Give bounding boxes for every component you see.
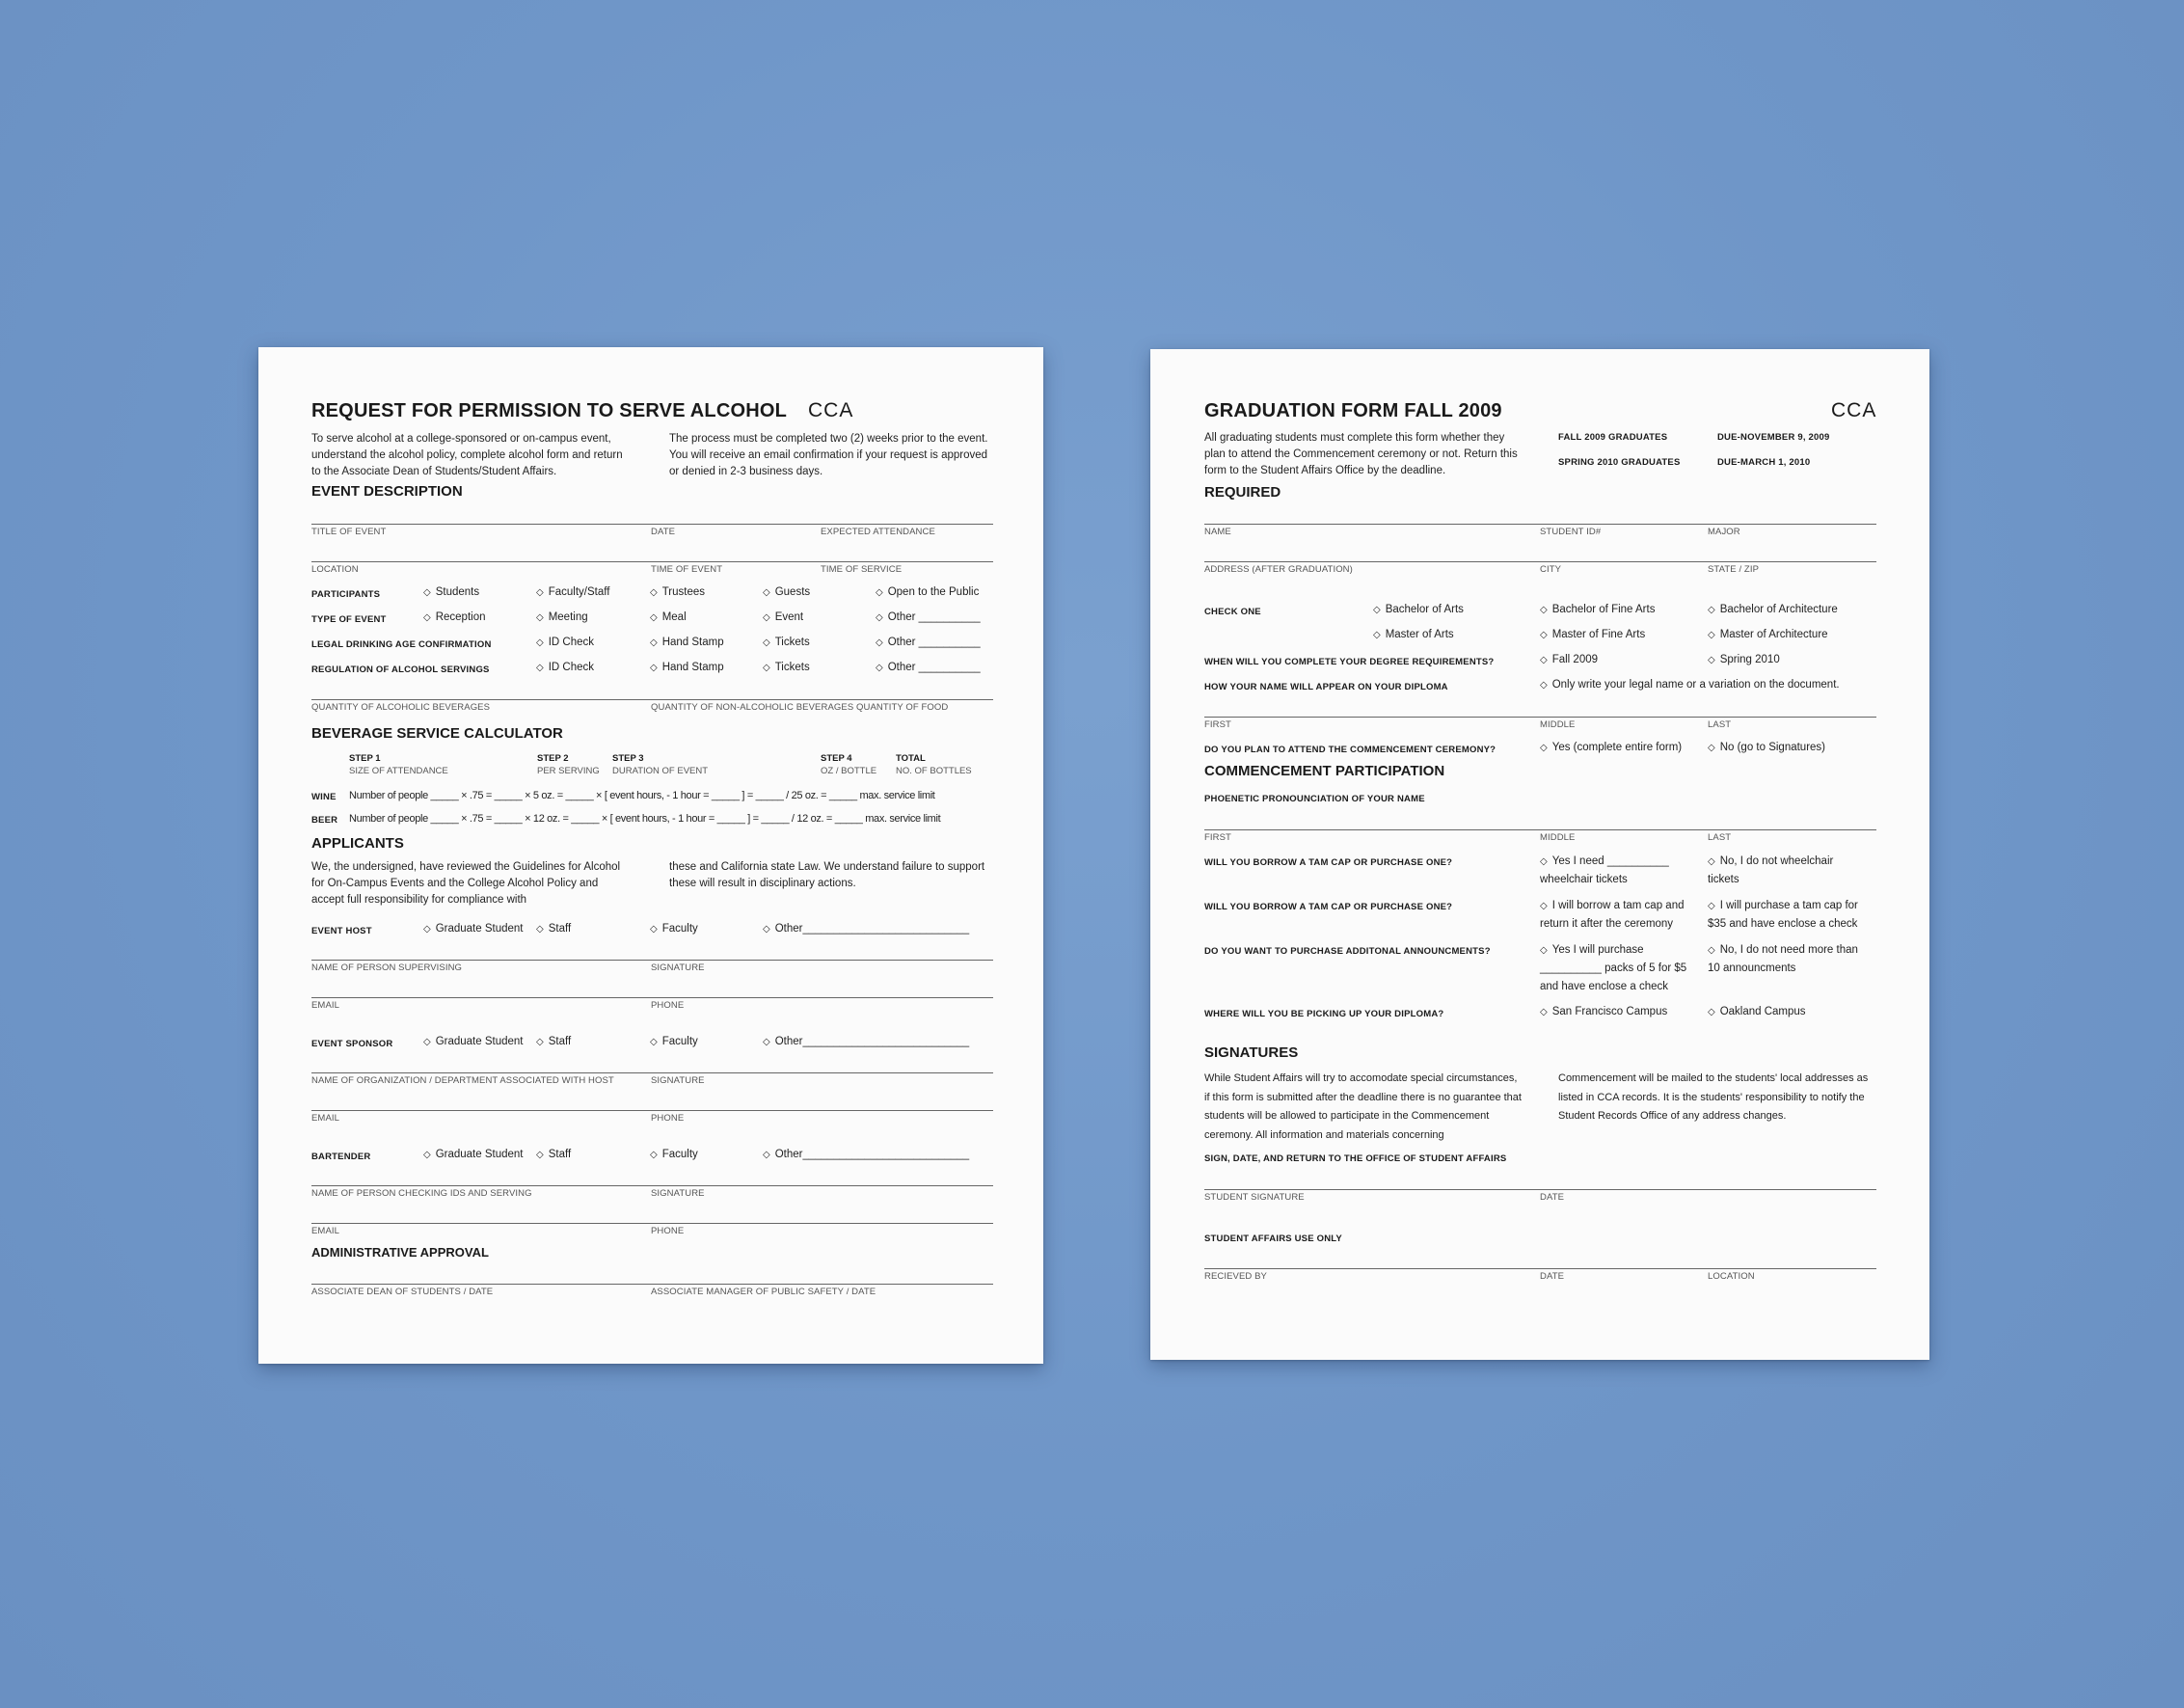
name-organization-label: NAME OF ORGANIZATION / DEPARTMENT ASSOCIATED WITH HOST — [311, 1075, 614, 1086]
type-option-event[interactable]: ◇ Event — [763, 611, 803, 623]
host-email-field-line[interactable] — [311, 997, 993, 998]
event-host-label: EVENT HOST — [311, 926, 372, 936]
complete-degree-question: WHEN WILL YOU COMPLETE YOUR DEGREE REQUIREMENTS? — [1204, 657, 1495, 667]
degree-option-mfa[interactable]: ◇ Master of Fine Arts — [1540, 629, 1645, 640]
legal-drinking-age-label: LEGAL DRINKING AGE CONFIRMATION — [311, 639, 492, 650]
attend-ceremony-question: DO YOU PLAN TO ATTEND THE COMMENCEMENT CEREMONY? — [1204, 745, 1496, 755]
regulation-option-hand-stamp[interactable]: ◇ Hand Stamp — [650, 662, 724, 673]
degree-option-bfa[interactable]: ◇ Bachelor of Fine Arts — [1540, 604, 1655, 615]
date-label: DATE — [651, 527, 676, 537]
bartender-email-field-line[interactable] — [311, 1223, 993, 1224]
legal-option-hand-stamp[interactable]: ◇ Hand Stamp — [650, 637, 724, 648]
middle-name-label: MIDDLE — [1540, 719, 1576, 730]
host-signature-label: SIGNATURE — [651, 962, 705, 973]
bartender-option-other[interactable]: ◇ Other___________________________ — [763, 1149, 969, 1160]
received-date-label: DATE — [1540, 1271, 1565, 1282]
applicants-text-left: We, the undersigned, have reviewed the Guidelines for Alcohol for On-Campus Events and the College Alcohol Policy and accept full responsibility for compliance with — [311, 861, 621, 906]
approval-field-line[interactable] — [311, 1284, 993, 1285]
event-description-heading: EVENT DESCRIPTION — [311, 483, 463, 500]
host-option-staff[interactable]: ◇ Staff — [536, 923, 571, 935]
pronunciation-field-line[interactable] — [1204, 829, 1876, 830]
qty-alcoholic-label: QUANTITY OF ALCOHOLIC BEVERAGES — [311, 702, 491, 713]
pickup-option-oakland[interactable]: ◇ Oakland Campus — [1708, 1006, 1806, 1017]
complete-option-spring-2010[interactable]: ◇ Spring 2010 — [1708, 654, 1780, 665]
associate-manager-label: ASSOCIATE MANAGER OF PUBLIC SAFETY / DATE — [651, 1287, 876, 1297]
legal-option-other[interactable]: ◇ Other __________ — [876, 637, 981, 648]
type-option-reception[interactable]: ◇ Reception — [423, 611, 486, 623]
participants-option-students[interactable]: ◇ Students — [423, 586, 479, 598]
sponsor-signature-label: SIGNATURE — [651, 1075, 705, 1086]
pronunciation-question: PHOENETIC PRONOUNCIATION OF YOUR NAME — [1204, 794, 1425, 804]
name-checking-label: NAME OF PERSON CHECKING IDS AND SERVING — [311, 1188, 532, 1199]
participants-option-guests[interactable]: ◇ Guests — [763, 586, 810, 598]
attend-option-no[interactable]: ◇ No (go to Signatures) — [1708, 742, 1825, 753]
state-zip-label: STATE / ZIP — [1708, 564, 1760, 575]
tam2-option-borrow[interactable]: ◇ I will borrow a tam cap and return it after the ceremony — [1540, 897, 1699, 934]
address-field-line[interactable] — [1204, 561, 1876, 562]
time-of-service-label: TIME OF SERVICE — [821, 564, 903, 575]
major-label: MAJOR — [1708, 527, 1740, 537]
location-field-line[interactable] — [311, 561, 993, 562]
signatures-text-right: Commencement will be mailed to the students' local addresses as listed in CCA records. It is the students' responsibility to notify the Student Records Office of any address changes. — [1558, 1072, 1869, 1122]
step4-label: STEP 4 — [821, 753, 852, 764]
signature-date-label: DATE — [1540, 1192, 1565, 1203]
graduation-form — [1150, 349, 1929, 1360]
location-label: LOCATION — [311, 564, 359, 575]
total-label: TOTAL — [896, 753, 926, 764]
bartender-label: BARTENDER — [311, 1152, 371, 1162]
tam-cap-question-2: WILL YOU BORROW A TAM CAP OR PURCHASE ONE? — [1204, 902, 1453, 912]
title-of-event-label: TITLE OF EVENT — [311, 527, 387, 537]
last-name-label: LAST — [1708, 719, 1732, 730]
step3-label: STEP 3 — [612, 753, 644, 764]
expected-attendance-label: EXPECTED ATTENDANCE — [821, 527, 935, 537]
spring-due-date: DUE-MARCH 1, 2010 — [1717, 457, 1811, 468]
step1-sub-label: SIZE OF ATTENDANCE — [349, 766, 448, 776]
cca-logo: CCA — [1831, 399, 1877, 421]
event-title-field-line[interactable] — [311, 524, 993, 525]
student-id-label: STUDENT ID# — [1540, 527, 1602, 537]
sponsor-option-graduate-student[interactable]: ◇ Graduate Student — [423, 1036, 524, 1047]
received-location-label: LOCATION — [1708, 1271, 1755, 1282]
checker-field-line[interactable] — [311, 1185, 993, 1186]
applicants-text-right: these and California state Law. We understand failure to support these will result in disciplinary actions. — [669, 861, 985, 889]
student-signature-field-line[interactable] — [1204, 1189, 1876, 1190]
fall-graduates-label: FALL 2009 GRADUATES — [1558, 432, 1668, 443]
sign-return-instruction: SIGN, DATE, AND RETURN TO THE OFFICE OF STUDENT AFFAIRS — [1204, 1153, 1507, 1164]
name-supervising-label: NAME OF PERSON SUPERVISING — [311, 962, 463, 973]
announcements-question: DO YOU WANT TO PURCHASE ADDITONAL ANNOUNCMENTS? — [1204, 946, 1491, 957]
graduation-form-title: GRADUATION FORM FALL 2009 — [1204, 400, 1502, 421]
participants-option-faculty-staff[interactable]: ◇ Faculty/Staff — [536, 586, 609, 598]
type-option-meeting[interactable]: ◇ Meeting — [536, 611, 588, 623]
office-use-only-label: STUDENT AFFAIRS USE ONLY — [1204, 1234, 1342, 1244]
name-field-line[interactable] — [1204, 524, 1876, 525]
tam2-option-purchase[interactable]: ◇ I will purchase a tam cap for $35 and have enclose a check — [1708, 897, 1872, 934]
diploma-name-note: ◇ Only write your legal name or a variation on the document. — [1540, 679, 1840, 691]
event-sponsor-label: EVENT SPONSOR — [311, 1039, 393, 1049]
regulation-option-id-check[interactable]: ◇ ID Check — [536, 662, 594, 673]
participants-label: PARTICIPANTS — [311, 589, 381, 600]
signatures-heading: SIGNATURES — [1204, 1044, 1299, 1061]
host-option-faculty[interactable]: ◇ Faculty — [650, 923, 698, 935]
announce-option-yes[interactable]: ◇ Yes I will purchase __________ packs of 5 for $5 and have enclose a check — [1540, 941, 1704, 996]
step2-sub-label: PER SERVING — [537, 766, 600, 776]
received-by-label: RECIEVED BY — [1204, 1271, 1267, 1282]
alcohol-intro-left: To serve alcohol at a college-sponsored or on-campus event, understand the alcohol policy, complete alcohol form and return to the Associate Dean of Students/Student Affairs. — [311, 433, 623, 477]
phonetic-last-label: LAST — [1708, 832, 1732, 843]
sponsor-option-other[interactable]: ◇ Other___________________________ — [763, 1036, 969, 1047]
alcohol-form-title: REQUEST FOR PERMISSION TO SERVE ALCOHOL — [311, 400, 788, 421]
address-label: ADDRESS (AFTER GRADUATION) — [1204, 564, 1353, 575]
degree-option-march[interactable]: ◇ Master of Architecture — [1708, 629, 1828, 640]
announce-option-no[interactable]: ◇ No, I do not need more than 10 announcments — [1708, 941, 1867, 978]
sponsor-option-staff[interactable]: ◇ Staff — [536, 1036, 571, 1047]
tam1-option-no[interactable]: ◇ No, I do not wheelchair tickets — [1708, 853, 1867, 889]
step2-label: STEP 2 — [537, 753, 569, 764]
diploma-pickup-question: WHERE WILL YOU BE PICKING UP YOUR DIPLOMA? — [1204, 1009, 1444, 1019]
regulation-option-other[interactable]: ◇ Other __________ — [876, 662, 981, 673]
participants-option-public[interactable]: ◇ Open to the Public — [876, 586, 979, 598]
bartender-email-label: EMAIL — [311, 1226, 340, 1236]
applicants-heading: APPLICANTS — [311, 835, 404, 852]
participants-option-trustees[interactable]: ◇ Trustees — [650, 586, 705, 598]
phonetic-middle-label: MIDDLE — [1540, 832, 1576, 843]
signatures-text-left: While Student Affairs will try to accomodate special circumstances, if this form is submitted after the deadline there is no guarantee that students will be allowed to participate in the Commencement ceremony. All information and materials concerning — [1204, 1072, 1522, 1141]
city-label: CITY — [1540, 564, 1562, 575]
diploma-name-question: HOW YOUR NAME WILL APPEAR ON YOUR DIPLOMA — [1204, 682, 1448, 692]
sponsor-option-faculty[interactable]: ◇ Faculty — [650, 1036, 698, 1047]
supervisor-field-line[interactable] — [311, 960, 993, 961]
bartender-signature-label: SIGNATURE — [651, 1188, 705, 1199]
sponsor-email-label: EMAIL — [311, 1113, 340, 1124]
commencement-participation-heading: COMMENCEMENT PARTICIPATION — [1204, 763, 1445, 779]
fall-due-date: DUE-NOVEMBER 9, 2009 — [1717, 432, 1830, 443]
alcohol-permission-form — [258, 347, 1043, 1364]
time-of-event-label: TIME OF EVENT — [651, 564, 723, 575]
attend-option-yes[interactable]: ◇ Yes (complete entire form) — [1540, 742, 1682, 753]
degree-option-ba[interactable]: ◇ Bachelor of Arts — [1373, 604, 1464, 615]
graduation-intro: All graduating students must complete this form whether they plan to attend the Commencement ceremony or not. Return this form to the Student Affairs Office by the deadline. — [1204, 432, 1518, 476]
type-option-other[interactable]: ◇ Other __________ — [876, 611, 981, 623]
alcohol-intro-right: The process must be completed two (2) weeks prior to the event. You will receive an email confirmation if your request is approved or denied in 2-3 business days. — [669, 433, 988, 477]
step4-sub-label: OZ / BOTTLE — [821, 766, 877, 776]
bartender-option-staff[interactable]: ◇ Staff — [536, 1149, 571, 1160]
legal-option-tickets[interactable]: ◇ Tickets — [763, 637, 810, 648]
bartender-phone-label: PHONE — [651, 1226, 685, 1236]
tam-cap-question-1: WILL YOU BORROW A TAM CAP OR PURCHASE ONE? — [1204, 857, 1453, 868]
legal-option-id-check[interactable]: ◇ ID Check — [536, 637, 594, 648]
office-use-field-line[interactable] — [1204, 1268, 1876, 1269]
administrative-approval-heading: ADMINISTRATIVE APPROVAL — [311, 1245, 489, 1260]
tam1-option-yes[interactable]: ◇ Yes I need __________ wheelchair tickets — [1540, 853, 1699, 889]
wine-label: WINE — [311, 792, 337, 802]
quantity-field-line[interactable] — [311, 699, 993, 700]
calculator-heading: BEVERAGE SERVICE CALCULATOR — [311, 725, 563, 742]
host-email-label: EMAIL — [311, 1000, 340, 1011]
host-option-graduate-student[interactable]: ◇ Graduate Student — [423, 923, 524, 935]
bartender-option-faculty[interactable]: ◇ Faculty — [650, 1149, 698, 1160]
beer-formula[interactable]: Number of people _____ × .75 = _____ × 12 oz. = _____ × [ event hours, - 1 hour = _____ ] = _____ / 12 oz. = _____ max. service limit — [349, 813, 941, 825]
regulation-servings-label: REGULATION OF ALCOHOL SERVINGS — [311, 664, 490, 675]
type-option-meal[interactable]: ◇ Meal — [650, 611, 687, 623]
host-option-other[interactable]: ◇ Other___________________________ — [763, 923, 969, 935]
step3-sub-label: DURATION OF EVENT — [612, 766, 709, 776]
required-heading: REQUIRED — [1204, 484, 1281, 501]
first-name-label: FIRST — [1204, 719, 1231, 730]
wine-formula[interactable]: Number of people _____ × .75 = _____ × 5 oz. = _____ × [ event hours, - 1 hour = _____ ] = _____ / 25 oz. = _____ max. service limit — [349, 790, 935, 801]
diploma-name-field-line[interactable] — [1204, 717, 1876, 718]
organization-field-line[interactable] — [311, 1072, 993, 1073]
student-signature-label: STUDENT SIGNATURE — [1204, 1192, 1305, 1203]
associate-dean-label: ASSOCIATE DEAN OF STUDENTS / DATE — [311, 1287, 494, 1297]
pickup-option-san-francisco[interactable]: ◇ San Francisco Campus — [1540, 1006, 1667, 1017]
beer-label: BEER — [311, 815, 338, 826]
step1-label: STEP 1 — [349, 753, 381, 764]
regulation-option-tickets[interactable]: ◇ Tickets — [763, 662, 810, 673]
bartender-option-graduate-student[interactable]: ◇ Graduate Student — [423, 1149, 524, 1160]
name-label: NAME — [1204, 527, 1231, 537]
complete-option-fall-2009[interactable]: ◇ Fall 2009 — [1540, 654, 1598, 665]
cca-logo: CCA — [808, 399, 854, 421]
check-one-label: CHECK ONE — [1204, 607, 1261, 617]
type-of-event-label: TYPE OF EVENT — [311, 614, 387, 625]
spring-graduates-label: SPRING 2010 GRADUATES — [1558, 457, 1681, 468]
qty-non-alcoholic-label: QUANTITY OF NON-ALCOHOLIC BEVERAGES QUANTITY OF FOOD — [651, 702, 949, 713]
degree-option-ma[interactable]: ◇ Master of Arts — [1373, 629, 1454, 640]
sponsor-email-field-line[interactable] — [311, 1110, 993, 1111]
total-sub-label: NO. OF BOTTLES — [896, 766, 972, 776]
degree-option-barch[interactable]: ◇ Bachelor of Architecture — [1708, 604, 1838, 615]
host-phone-label: PHONE — [651, 1000, 685, 1011]
sponsor-phone-label: PHONE — [651, 1113, 685, 1124]
phonetic-first-label: FIRST — [1204, 832, 1231, 843]
